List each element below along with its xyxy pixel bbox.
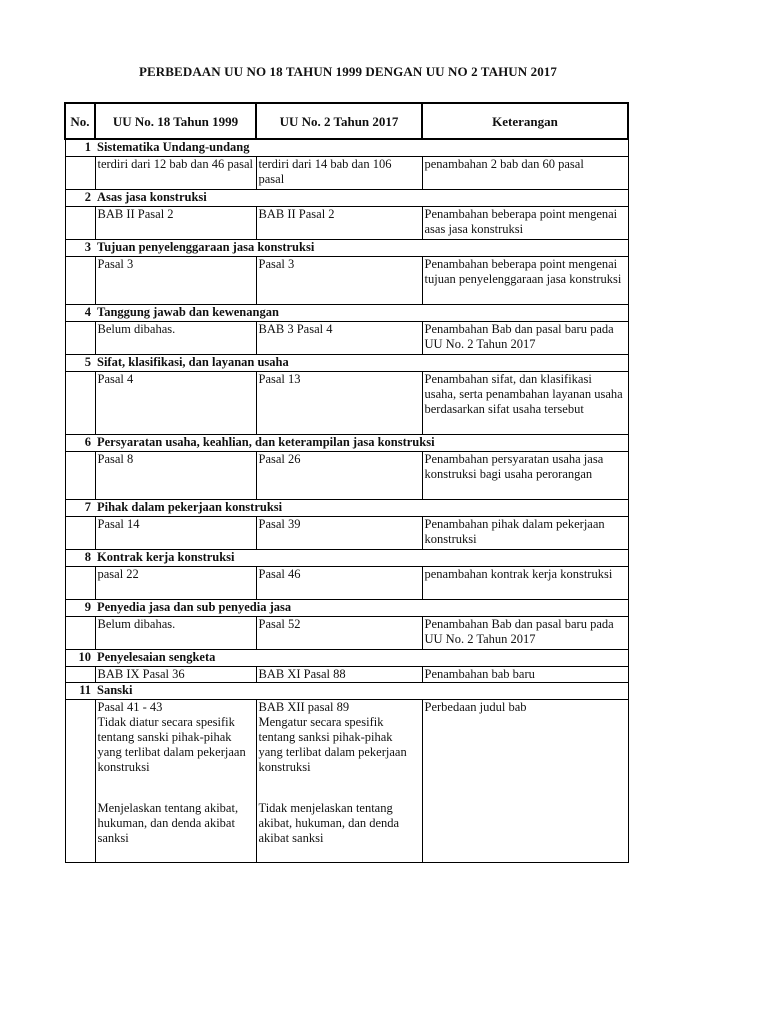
- keterangan-cell: Penambahan Bab dan pasal baru pada UU No. 2 Tahun 2017: [422, 617, 628, 650]
- number-cell-empty: [65, 257, 95, 305]
- section-row: [65, 435, 628, 452]
- section-number: 7: [65, 500, 95, 517]
- header-uu-1999: UU No. 18 Tahun 1999: [95, 103, 256, 139]
- section-title: Penyedia jasa dan sub penyedia jasa: [95, 600, 628, 617]
- header-no: No.: [65, 103, 95, 139]
- section-row: [65, 500, 628, 517]
- number-cell-empty: [65, 667, 95, 683]
- keterangan-cell: Penambahan beberapa point mengenai tujuan penyelenggaraan jasa konstruksi: [422, 257, 628, 305]
- section-number: 10: [65, 650, 95, 667]
- keterangan-cell: penambahan kontrak kerja konstruksi: [422, 567, 628, 600]
- uu-1999-cell: Pasal 4: [95, 372, 256, 435]
- uu-1999-cell: Belum dibahas.: [95, 617, 256, 650]
- section-title: Asas jasa konstruksi: [95, 190, 628, 207]
- header-uu-2017: UU No. 2 Tahun 2017: [256, 103, 422, 139]
- keterangan-cell: Penambahan persyaratan usaha jasa konstruksi bagi usaha perorangan: [422, 452, 628, 500]
- section-title: Penyelesaian sengketa: [95, 650, 628, 667]
- data-row: [65, 157, 628, 190]
- section-row: [65, 305, 628, 322]
- uu-1999-cell: BAB II Pasal 2: [95, 207, 256, 240]
- data-row: [65, 700, 628, 863]
- uu-2017-cell: Pasal 3: [256, 257, 422, 305]
- keterangan-cell: Penambahan sifat, dan klasifikasi usaha, serta penambahan layanan usaha berdasarkan sifat usaha tersebut: [422, 372, 628, 435]
- keterangan-cell: Penambahan Bab dan pasal baru pada UU No. 2 Tahun 2017: [422, 322, 628, 355]
- uu-2017-cell: Pasal 13: [256, 372, 422, 435]
- section-row: [65, 355, 628, 372]
- number-cell-empty: [65, 207, 95, 240]
- section-row: [65, 683, 628, 700]
- uu-2017-cell: BAB 3 Pasal 4: [256, 322, 422, 355]
- header-keterangan: Keterangan: [422, 103, 628, 139]
- uu-2017-cell: terdiri dari 14 bab dan 106 pasal: [256, 157, 422, 190]
- uu-2017-cell: [256, 700, 422, 863]
- number-cell-empty: [65, 517, 95, 550]
- uu-1999-cell: Pasal 3: [95, 257, 256, 305]
- uu-2017-cell: Pasal 26: [256, 452, 422, 500]
- section-title: Tanggung jawab dan kewenangan: [95, 305, 628, 322]
- number-cell-empty: [65, 700, 95, 863]
- number-cell-empty: [65, 372, 95, 435]
- section-number: 4: [65, 305, 95, 322]
- uu-1999-cell: pasal 22: [95, 567, 256, 600]
- comparison-table: [64, 102, 629, 863]
- section-number: 6: [65, 435, 95, 452]
- data-row: [65, 322, 628, 355]
- section-number: 11: [65, 683, 95, 700]
- data-row: [65, 567, 628, 600]
- uu-1999-cell: terdiri dari 12 bab dan 46 pasal: [95, 157, 256, 190]
- uu-2017-cell: BAB II Pasal 2: [256, 207, 422, 240]
- keterangan-cell: Penambahan bab baru: [422, 667, 628, 683]
- data-row: [65, 517, 628, 550]
- data-row: [65, 372, 628, 435]
- uu-2017-cell: BAB XI Pasal 88: [256, 667, 422, 683]
- header-row: [65, 103, 628, 139]
- section-row: [65, 650, 628, 667]
- number-cell-empty: [65, 157, 95, 190]
- uu-2017-cell: Pasal 46: [256, 567, 422, 600]
- section-row: [65, 190, 628, 207]
- uu-1999-cell: Belum dibahas.: [95, 322, 256, 355]
- number-cell-empty: [65, 322, 95, 355]
- cell-paragraph: Pasal 41 - 43: [97, 700, 163, 714]
- document-title: PERBEDAAN UU NO 18 TAHUN 1999 DENGAN UU NO 2 TAHUN 2017: [138, 64, 558, 79]
- section-row: [65, 550, 628, 567]
- section-title: Sifat, klasifikasi, dan layanan usaha: [95, 355, 628, 372]
- data-row: [65, 617, 628, 650]
- uu-1999-cell: Pasal 14: [95, 517, 256, 550]
- section-title: Sanski: [95, 683, 628, 700]
- number-cell-empty: [65, 452, 95, 500]
- uu-2017-cell: Pasal 39: [256, 517, 422, 550]
- keterangan-cell: penambahan 2 bab dan 60 pasal: [422, 157, 628, 190]
- uu-1999-cell: [95, 700, 256, 863]
- keterangan-cell: Perbedaan judul bab: [422, 700, 628, 863]
- section-number: 5: [65, 355, 95, 372]
- uu-1999-cell: BAB IX Pasal 36: [95, 667, 256, 683]
- section-number: 2: [65, 190, 95, 207]
- section-title: Sistematika Undang-undang: [95, 139, 628, 157]
- uu-1999-cell: Pasal 8: [95, 452, 256, 500]
- section-title: Persyaratan usaha, keahlian, dan keterampilan jasa konstruksi: [95, 435, 628, 452]
- section-title: Tujuan penyelenggaraan jasa konstruksi: [95, 240, 628, 257]
- section-row: [65, 240, 628, 257]
- section-number: 1: [65, 139, 95, 157]
- number-cell-empty: [65, 617, 95, 650]
- section-title: Pihak dalam pekerjaan konstruksi: [95, 500, 628, 517]
- cell-paragraph: Tidak menjelaskan tentang akibat, hukuman, dan denda akibat sanksi: [258, 801, 400, 845]
- data-row: [65, 667, 628, 683]
- cell-paragraph: Tidak diatur secara spesifik tentang sanski pihak-pihak yang terlibat dalam pekerjaan konstruksi: [97, 715, 246, 774]
- cell-paragraph: BAB XII pasal 89: [258, 700, 350, 714]
- uu-2017-cell: Pasal 52: [256, 617, 422, 650]
- number-cell-empty: [65, 567, 95, 600]
- section-row: [65, 139, 628, 157]
- data-row: [65, 452, 628, 500]
- section-row: [65, 600, 628, 617]
- section-title: Kontrak kerja konstruksi: [95, 550, 628, 567]
- data-row: [65, 257, 628, 305]
- section-number: 8: [65, 550, 95, 567]
- data-row: [65, 207, 628, 240]
- section-number: 3: [65, 240, 95, 257]
- section-number: 9: [65, 600, 95, 617]
- cell-paragraph: Menjelaskan tentang akibat, hukuman, dan denda akibat sanksi: [97, 801, 239, 845]
- cell-paragraph: Mengatur secara spesifik tentang sanksi pihak-pihak yang terlibat dalam pekerjaan konstruksi: [258, 715, 407, 774]
- keterangan-cell: Penambahan pihak dalam pekerjaan konstruksi: [422, 517, 628, 550]
- keterangan-cell: Penambahan beberapa point mengenai asas jasa konstruksi: [422, 207, 628, 240]
